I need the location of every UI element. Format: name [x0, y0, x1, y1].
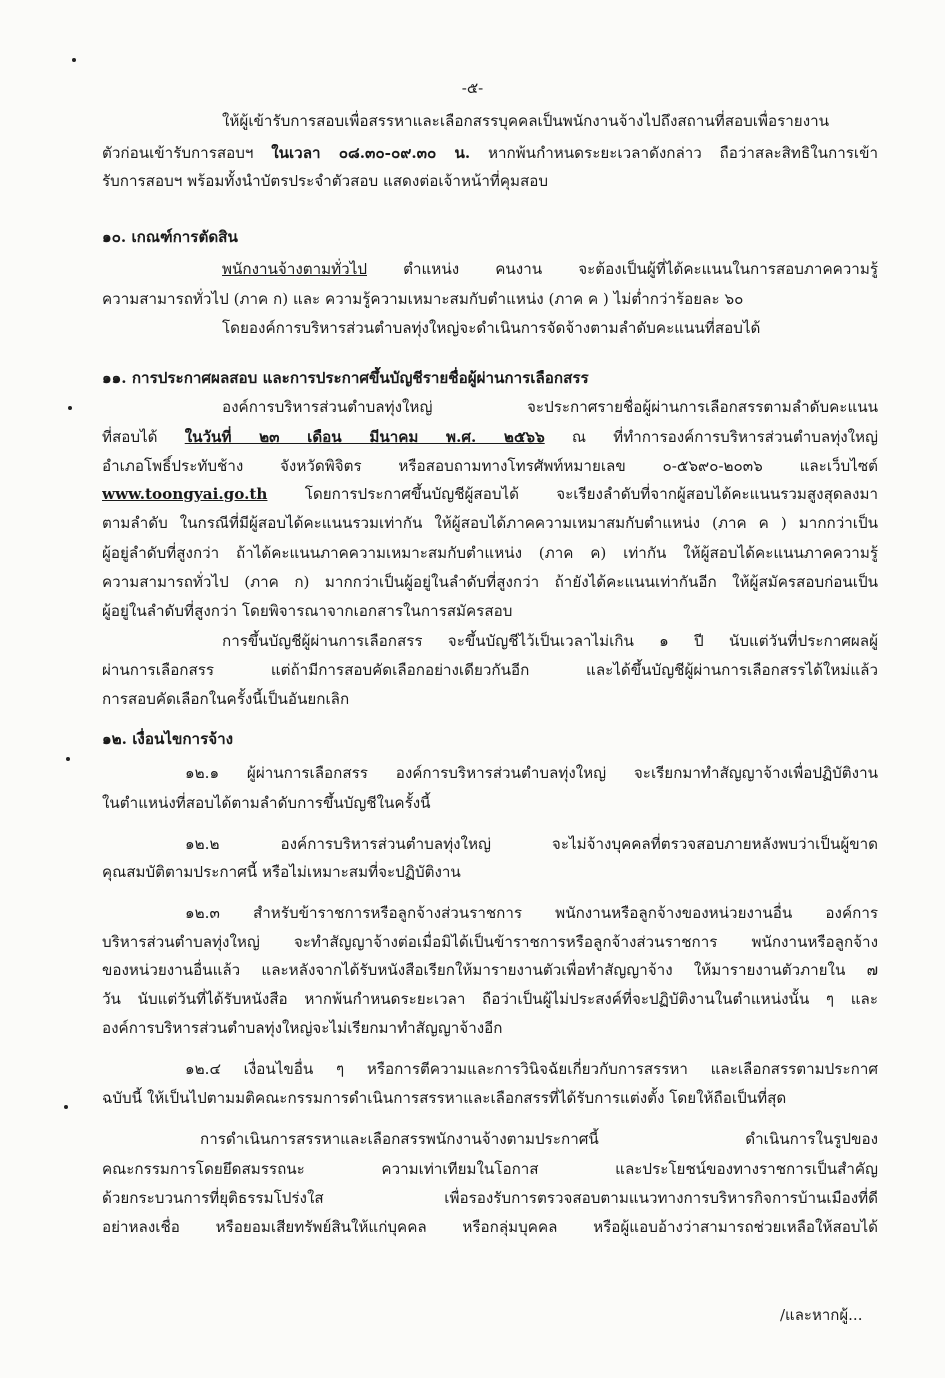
continuation-text: /และหากผู้...: [780, 1306, 863, 1324]
section-12-line: บริหารส่วนตำบลทุ่งใหญ่ จะทำสัญญาจ้างต่อเมื่อมิได้เป็นข้าราชการหรือลูกจ้างส่วนราชการ พนักงานหรือลูกจ้าง: [102, 933, 878, 951]
section-11-line: องค์การบริหารส่วนตำบลทุ่งใหญ่ จะประกาศรายชื่อผู้ผ่านการเลือกสรรตามลำดับคะแนน: [222, 398, 878, 416]
section-12-line: ของหน่วยงานอื่นแล้ว และหลังจากได้รับหนังสือเรียกให้มารายงานตัวเพื่อทำสัญญาจ้าง ให้มารายงานตัวภายใน ๗: [102, 961, 878, 979]
section-10-line: ความสามารถทั่วไป (ภาค ก) และ ความรู้ความเหมาะสมกับตำแหน่ง (ภาค ค ) ไม่ต่ำกว่าร้อยละ ๖๐: [102, 290, 744, 308]
section-12-line: ในตำแหน่งที่สอบได้ตามลำดับการขึ้นบัญชีในครั้งนี้: [102, 794, 431, 812]
section-11-line: การขึ้นบัญชีผู้ผ่านการเลือกสรร จะขึ้นบัญชีไว้เป็นเวลาไม่เกิน ๑ ปี นับแต่วันที่ประกาศผลผู้: [222, 632, 878, 650]
section-11-line: ความสามารถทั่วไป (ภาค ก) มากกว่าเป็นผู้อยู่ในลำดับที่สูงกว่า ถ้ายังได้คะแนนเท่ากันอีก ให้ผู้สมัครสอบก่อนเป็น: [102, 573, 878, 591]
section-11-line: ตามลำดับ ในกรณีที่มีผู้สอบได้คะแนนรวมเท่ากัน ให้ผู้สอบได้ภาคความเหมาสมกับตำแหน่ง (ภาค ค ) มากกว่าเป็น: [102, 514, 878, 532]
scan-dot: [72, 58, 76, 62]
section-12-line: ๑๒.๔ เงื่อนไขอื่น ๆ หรือการตีความและการวินิจฉัยเกี่ยวกับการสรรหา และเลือกสรรตามประกาศ: [185, 1060, 878, 1078]
intro-line: ตัวก่อนเข้ารับการสอบฯ ในเวลา ๐๘.๓๐-๐๙.๓๐ น. หากพ้นกำหนดระยะเวลาดังกล่าว ถือว่าสละสิทธิในการเข้า: [102, 144, 878, 162]
section-12-line: ๑๒.๓ สำหรับข้าราชการหรือลูกจ้างส่วนราชการ พนักงานหรือลูกจ้างของหน่วยงานอื่น องค์การ: [185, 904, 878, 922]
page-number: -๕-: [461, 79, 484, 97]
section-11-line: ผู้อยู่ในลำดับที่สูงกว่า โดยพิจารณาจากเอกสารในการสมัครสอบ: [102, 602, 513, 620]
scan-dot: [64, 1105, 68, 1109]
closing-line: การดำเนินการสรรหาและเลือกสรรพนักงานจ้างตามประกาศนี้ ดำเนินการในรูปของ: [200, 1130, 878, 1148]
intro-line: ให้ผู้เข้ารับการสอบเพื่อสรรหาและเลือกสรรบุคคลเป็นพนักงานจ้างไปถึงสถานที่สอบเพื่อรายงาน: [222, 112, 830, 130]
section-10-heading: ๑๐. เกณฑ์การตัดสิน: [102, 228, 238, 246]
scan-dot: [68, 406, 72, 410]
intro-line: รับการสอบฯ พร้อมทั้งนำบัตรประจำตัวสอบ แสดงต่อเจ้าหน้าที่คุมสอบ: [102, 172, 549, 190]
section-11-line: ผ่านการเลือกสรร แต่ถ้ามีการสอบคัดเลือกอย่างเดียวกันอีก และได้ขึ้นบัญชีผู้ผ่านการเลือกสรรได้ใหม่แล้ว: [102, 661, 878, 679]
section-12-line: วัน นับแต่วันที่ได้รับหนังสือ หากพ้นกำหนดระยะเวลา ถือว่าเป็นผู้ไม่ประสงค์ที่จะปฏิบัติงานในตำแหน่งนั้น ๆ และ: [102, 990, 878, 1008]
scan-dot: [66, 757, 70, 761]
closing-line: ด้วยกระบวนการที่ยุติธรรมโปร่งใส เพื่อรองรับการตรวจสอบตามแนวทางการบริหารกิจการบ้านเมืองที่ดี: [102, 1189, 878, 1207]
section-10-line: พนักงานจ้างตามทั่วไป ตำแหน่ง คนงาน จะต้องเป็นผู้ที่ได้คะแนนในการสอบภาคความรู้: [222, 260, 878, 278]
section-11-heading: ๑๑. การประกาศผลสอบ และการประกาศขึ้นบัญชีรายชื่อผู้ผ่านการเลือกสรร: [102, 369, 589, 387]
section-10-line: โดยองค์การบริหารส่วนตำบลทุ่งใหญ่จะดำเนินการจัดจ้างตามลำดับคะแนนที่สอบได้: [222, 319, 761, 337]
section-12-line: ฉบับนี้ ให้เป็นไปตามมติคณะกรรมการดำเนินการสรรหาและเลือกสรรที่ได้รับการแต่งตั้ง โดยให้ถือเป็นที่สุด: [102, 1089, 787, 1107]
section-12-heading: ๑๒. เงื่อนไขการจ้าง: [102, 730, 234, 748]
section-12-line: ๑๒.๒ องค์การบริหารส่วนตำบลทุ่งใหญ่ จะไม่จ้างบุคคลที่ตรวจสอบภายหลังพบว่าเป็นผู้ขาด: [185, 835, 878, 853]
section-12-line: คุณสมบัติตามประกาศนี้ หรือไม่เหมาะสมที่จะปฏิบัติงาน: [102, 863, 461, 881]
section-11-line: ที่สอบได้ ในวันที่ ๒๓ เดือน มีนาคม พ.ศ. ๒๕๖๖ ณ ที่ทำการองค์การบริหารส่วนตำบลทุ่งใหญ่: [102, 428, 878, 446]
section-12-line: ๑๒.๑ ผู้ผ่านการเลือกสรร องค์การบริหารส่วนตำบลทุ่งใหญ่ จะเรียกมาทำสัญญาจ้างเพื่อปฏิบัติงาน: [185, 764, 878, 782]
closing-line: อย่าหลงเชื่อ หรือยอมเสียทรัพย์สินให้แก่บุคคล หรือกลุ่มบุคคล หรือผู้แอบอ้างว่าสามารถช่วยเหลือให้สอบได้: [102, 1218, 878, 1236]
website-link[interactable]: www.toongyai.go.th: [102, 485, 268, 503]
section-11-line: อำเภอโพธิ์ประทับช้าง จังหวัดพิจิตร หรือสอบถามทางโทรศัพท์หมายเลข ๐-๕๖๙๐-๒๐๓๖ และเว็บไซต์: [102, 457, 878, 475]
section-11-line: ผู้อยู่ลำดับที่สูงกว่า ถ้าได้คะแนนภาคความเหมาะสมกับตำแหน่ง (ภาค ค) เท่ากัน ให้ผู้สอบได้คะแนนภาคความรู้: [102, 544, 878, 562]
section-11-line: การสอบคัดเลือกในครั้งนี้เป็นอันยกเลิก: [102, 690, 350, 708]
section-12-line: องค์การบริหารส่วนตำบลทุ่งใหญ่จะไม่เรียกมาทำสัญญาจ้างอีก: [102, 1019, 503, 1037]
section-11-line: www.toongyai.go.th โดยการประกาศขึ้นบัญชีผู้สอบได้ จะเรียงลำดับที่จากผู้สอบได้คะแนนรวมสูงสุดลงมา: [102, 485, 878, 503]
closing-line: คณะกรรมการโดยยึดสมรรถนะ ความเท่าเทียมในโอกาส และประโยชน์ของทางราชการเป็นสำคัญ: [102, 1160, 878, 1178]
